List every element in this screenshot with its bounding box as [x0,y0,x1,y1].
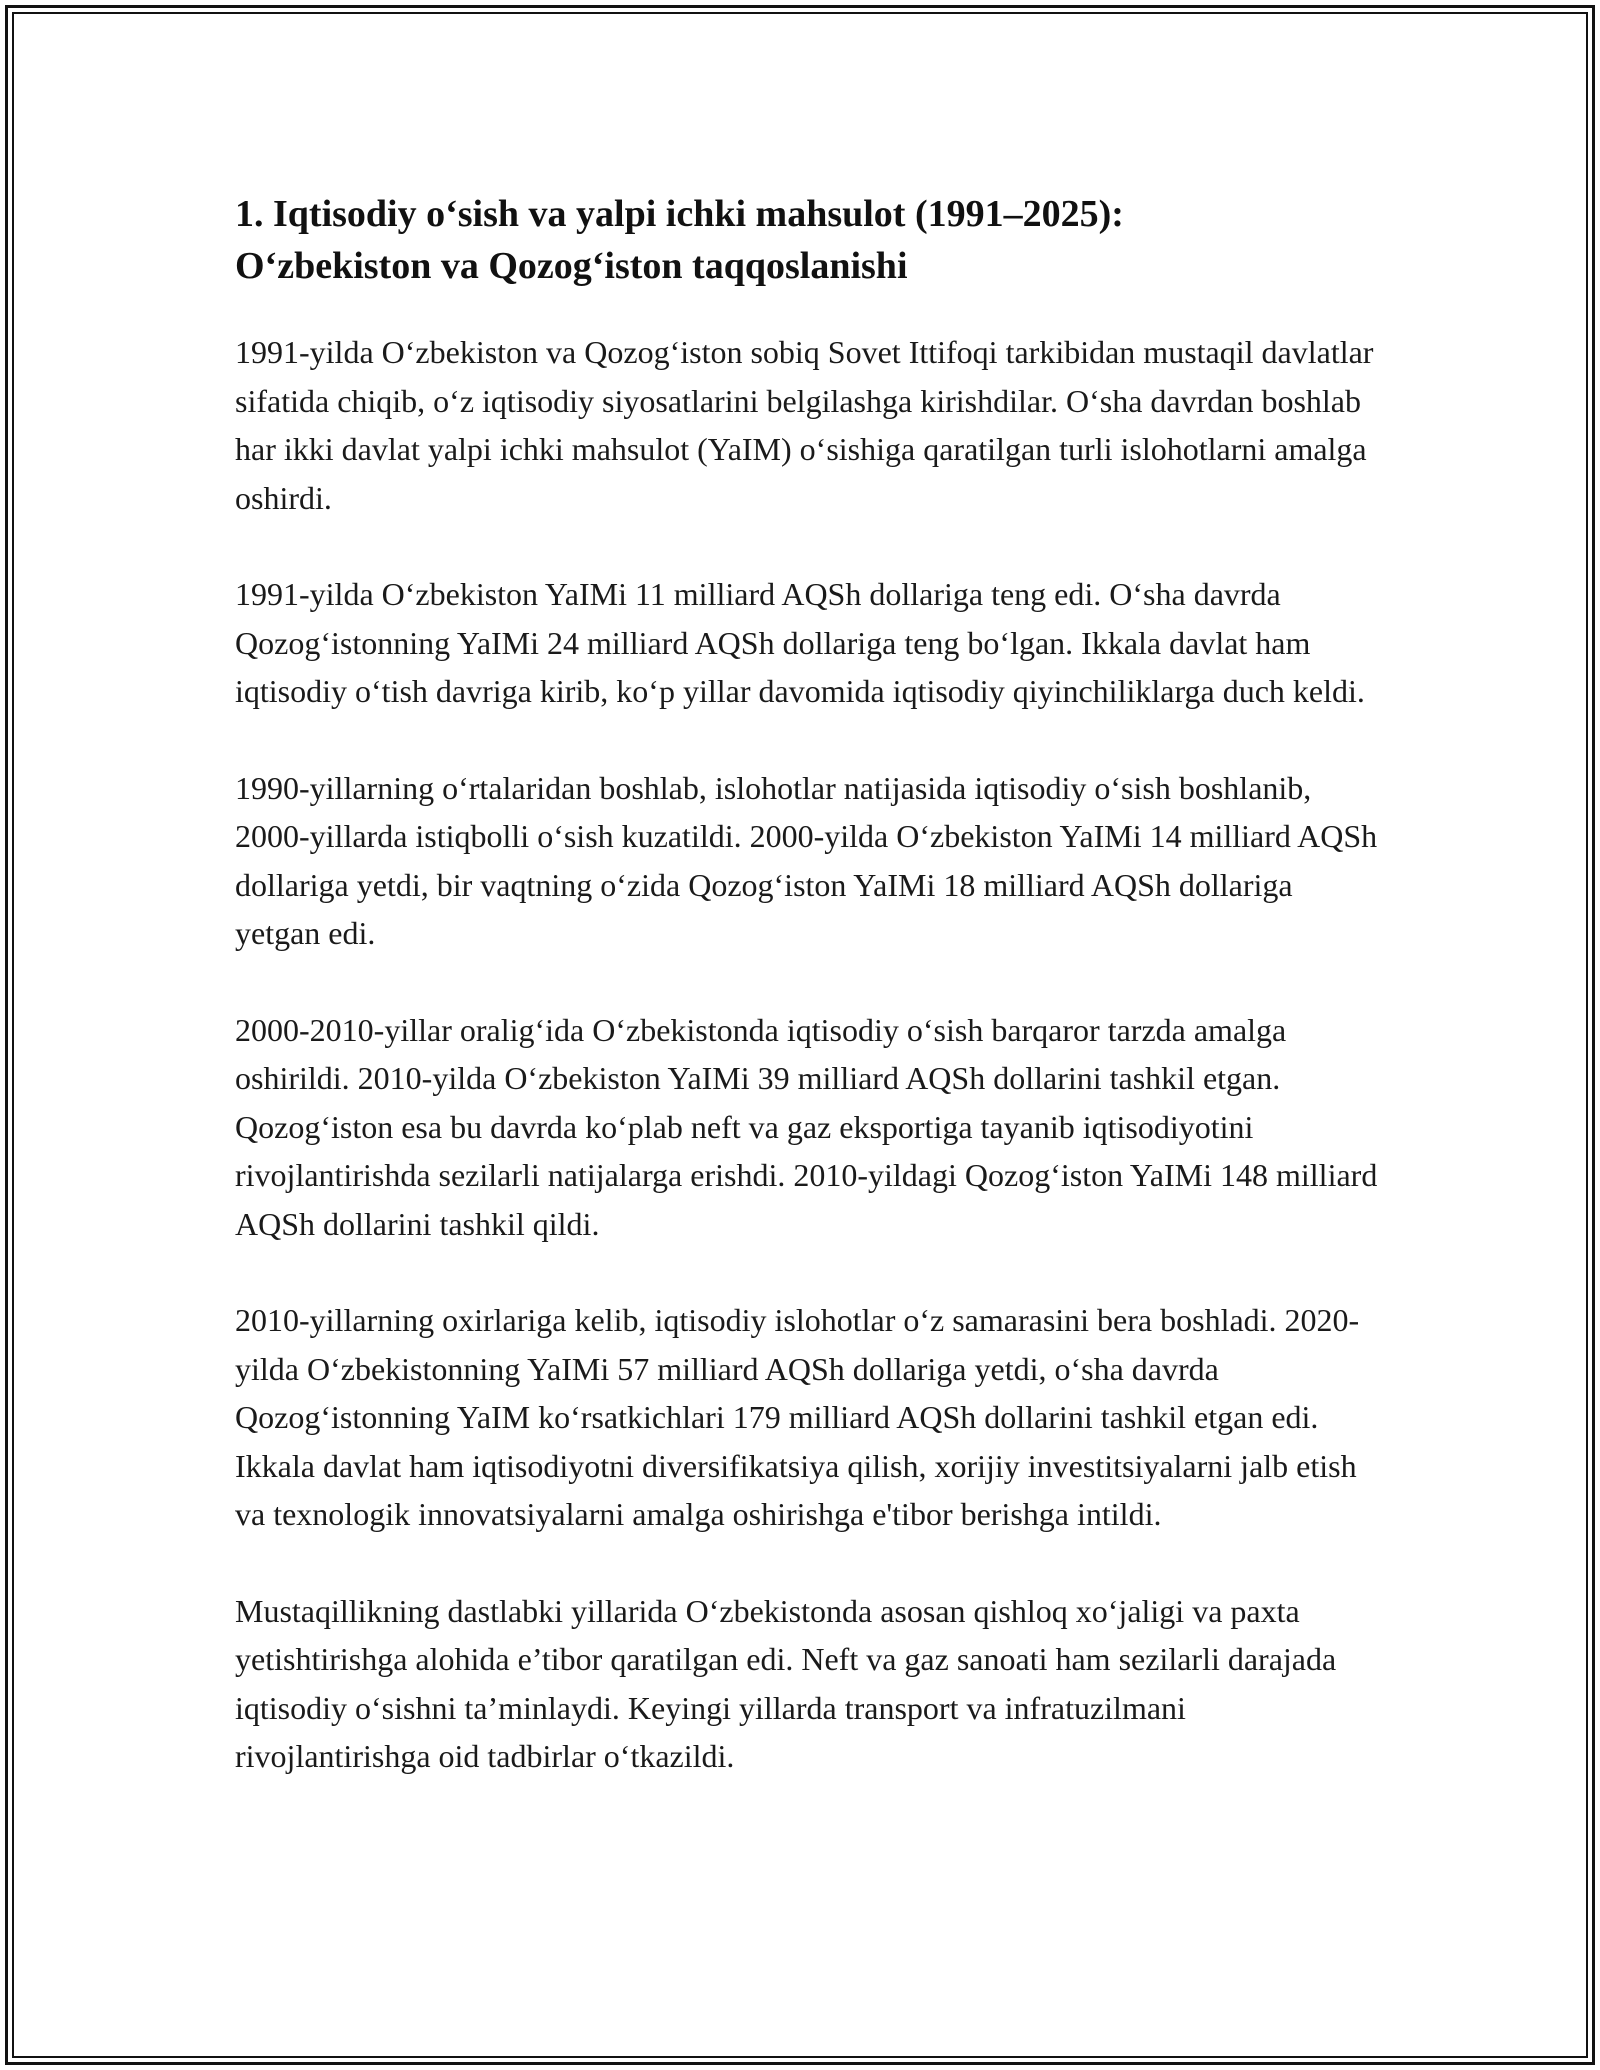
document-body [235,188,1385,1829]
paragraph-2010-gdp: 2000-2010-yillar oralig‘ida O‘zbekistonda iqtisodiy o‘sish barqaror tarzda amalga oshirildi. 2010-yilda O‘zbekiston YaIMi 39 milliard AQSh dollarini tashkil etgan. Qozog‘iston esa bu davrda ko‘plab neft va gaz eksportiga tayanib iqtisodiyotini rivojlantirishda sezilarli natijalarga erishdi. 2010-yildagi Qozog‘iston YaIMi 148 milliard AQSh dollarini tashkil qildi. [235,1011,1378,1242]
paragraph-2000-gdp: 1990-yillarning o‘rtalaridan boshlab, islohotlar natijasida iqtisodiy o‘sish boshlanib, 2000-yillarda istiqbolli o‘sish kuzatildi. 2000-yilda O‘zbekiston YaIMi 14 milliard AQSh dollariga yetdi, bir vaqtning o‘zida Qozog‘iston YaIMi 18 milliard AQSh dollariga yetgan edi. [235,769,1378,951]
paragraph-1991-gdp: 1991-yilda O‘zbekiston YaIMi 11 milliard AQSh dollariga teng edi. O‘sha davrda Qozog‘istonning YaIMi 24 milliard AQSh dollariga teng bo‘lgan. Ikkala davlat ham iqtisodiy o‘tish davriga kirib, ko‘p yillar davomida iqtisodiy qiyinchiliklarga duch keldi. [235,576,1365,709]
section-title [235,188,1385,292]
paragraph-2020-gdp: 2010-yillarning oxirlariga kelib, iqtisodiy islohotlar o‘z samarasini bera boshladi. 2020-yilda O‘zbekistonning YaIMi 57 milliard AQSh dollariga yetdi, o‘sha davrda Qozog‘istonning YaIM ko‘rsatkichlari 179 milliard AQSh dollarini tashkil etgan edi. Ikkala davlat ham iqtisodiyotni diversifikatsiya qilish, xorijiy investitsiyalarni jalb etish va texnologik innovatsiyalarni amalga oshirishga e'tibor berishga intildi. [235,1302,1360,1532]
paragraph-independence: 1991-yilda O‘zbekiston va Qozog‘iston sobiq Sovet Ittifoqi tarkibidan mustaqil davlatlar sifatida chiqib, o‘z iqtisodiy siyosatlarini belgilashga kirishdilar. O‘sha davrdan boshlab har ikki davlat yalpi ichki mahsulot (YaIM) o‘sishiga qaratilgan turli islohotlarni amalga oshirdi. [235,334,1374,516]
paragraph-early-sectors: Mustaqillikning dastlabki yillarida O‘zbekistonda asosan qishloq xo‘jaligi va paxta yetishtirishga alohida e’tibor qaratilgan edi. Neft va gaz sanoati ham sezilarli darajada iqtisodiy o‘sishni ta’minlaydi. Keyingi yillarda transport va infratuzilmani rivojlantirishga oid tadbirlar o‘tkazildi. [235,1592,1337,1774]
section-title-line-2: O‘zbekiston va Qozog‘iston taqqoslanishi [235,245,908,287]
section-title-line-1: 1. Iqtisodiy o‘sish va yalpi ichki mahsulot (1991–2025): [235,193,1124,235]
